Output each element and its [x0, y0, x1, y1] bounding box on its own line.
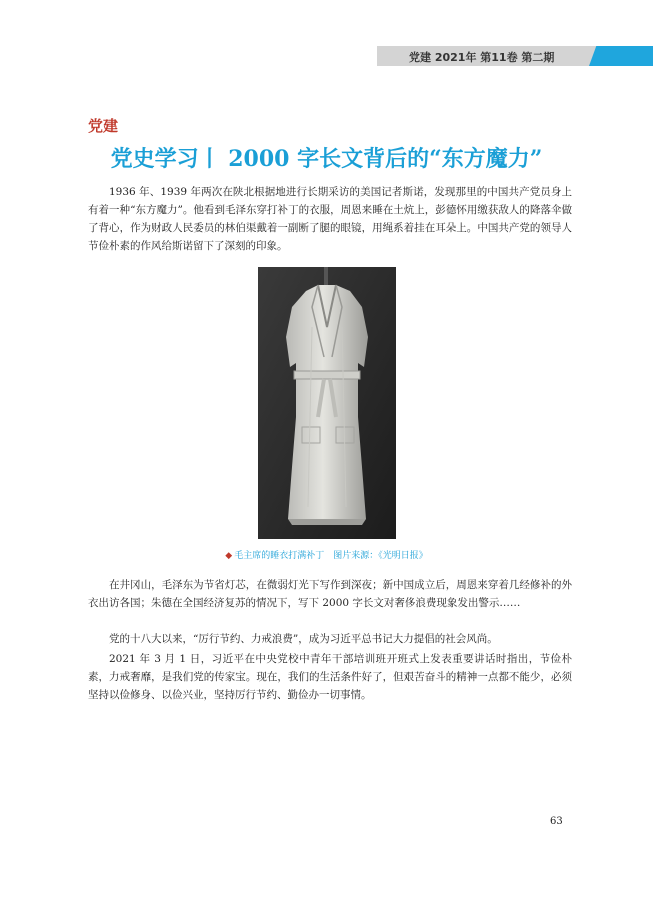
robe-photo	[258, 267, 396, 539]
article-title: 党史学习丨 2000 字长文背后的“东方魔力”	[110, 146, 543, 172]
header-bar-blue-tab	[589, 46, 653, 66]
page-number: 63	[550, 816, 563, 827]
running-title: 党建 2021年 第11卷 第二期	[409, 51, 555, 64]
paragraph-2: 在井冈山，毛泽东为节省灯芯，在微弱灯光下写作到深夜；新中国成立后，周恩来穿着几经修补的外衣出访各国；朱德在全国经济复苏的情况下，写下 2000 字长文对奢侈浪费现象发出警示……	[88, 579, 572, 609]
paragraph-3: 党的十八大以来，“厉行节约、力戒浪费”，成为习近平总书记大力提倡的社会风尚。	[109, 633, 498, 645]
figure-caption	[0, 548, 653, 561]
paragraph-4: 2021 年 3 月 1 日，习近平在中央党校中青年干部培训班开班式上发表重要讲话时指出，节俭朴素，力戒奢靡，是我们党的传家宝。现在，我们的生活条件好了，但艰苦奋斗的精神一点都不能少，必须坚持以俭修身、以俭兴业，坚持厉行节约、勤俭办一切事情。	[88, 653, 572, 701]
caption-marker-icon: ◆	[225, 551, 233, 561]
caption-text: 毛主席的睡衣打满补丁 图片来源：《光明日报》	[234, 551, 428, 561]
robe-illustration	[258, 267, 396, 539]
section-label: 党建	[88, 117, 119, 135]
paragraph-1: 1936 年、1939 年两次在陕北根据地进行长期采访的美国记者斯诺，发现那里的中国共产党员身上有着一种“东方魔力”。他看到毛泽东穿打补丁的衣服，周恩来睡在土炕上，彭德怀用缴获敌人的降落伞做了背心，作为财政人民委员的林伯渠戴着一副断了腿的眼镜，用绳系着挂在耳朵上。中国共产党的领导人节俭朴素的作风给斯诺留下了深刻的印象。	[88, 186, 572, 252]
